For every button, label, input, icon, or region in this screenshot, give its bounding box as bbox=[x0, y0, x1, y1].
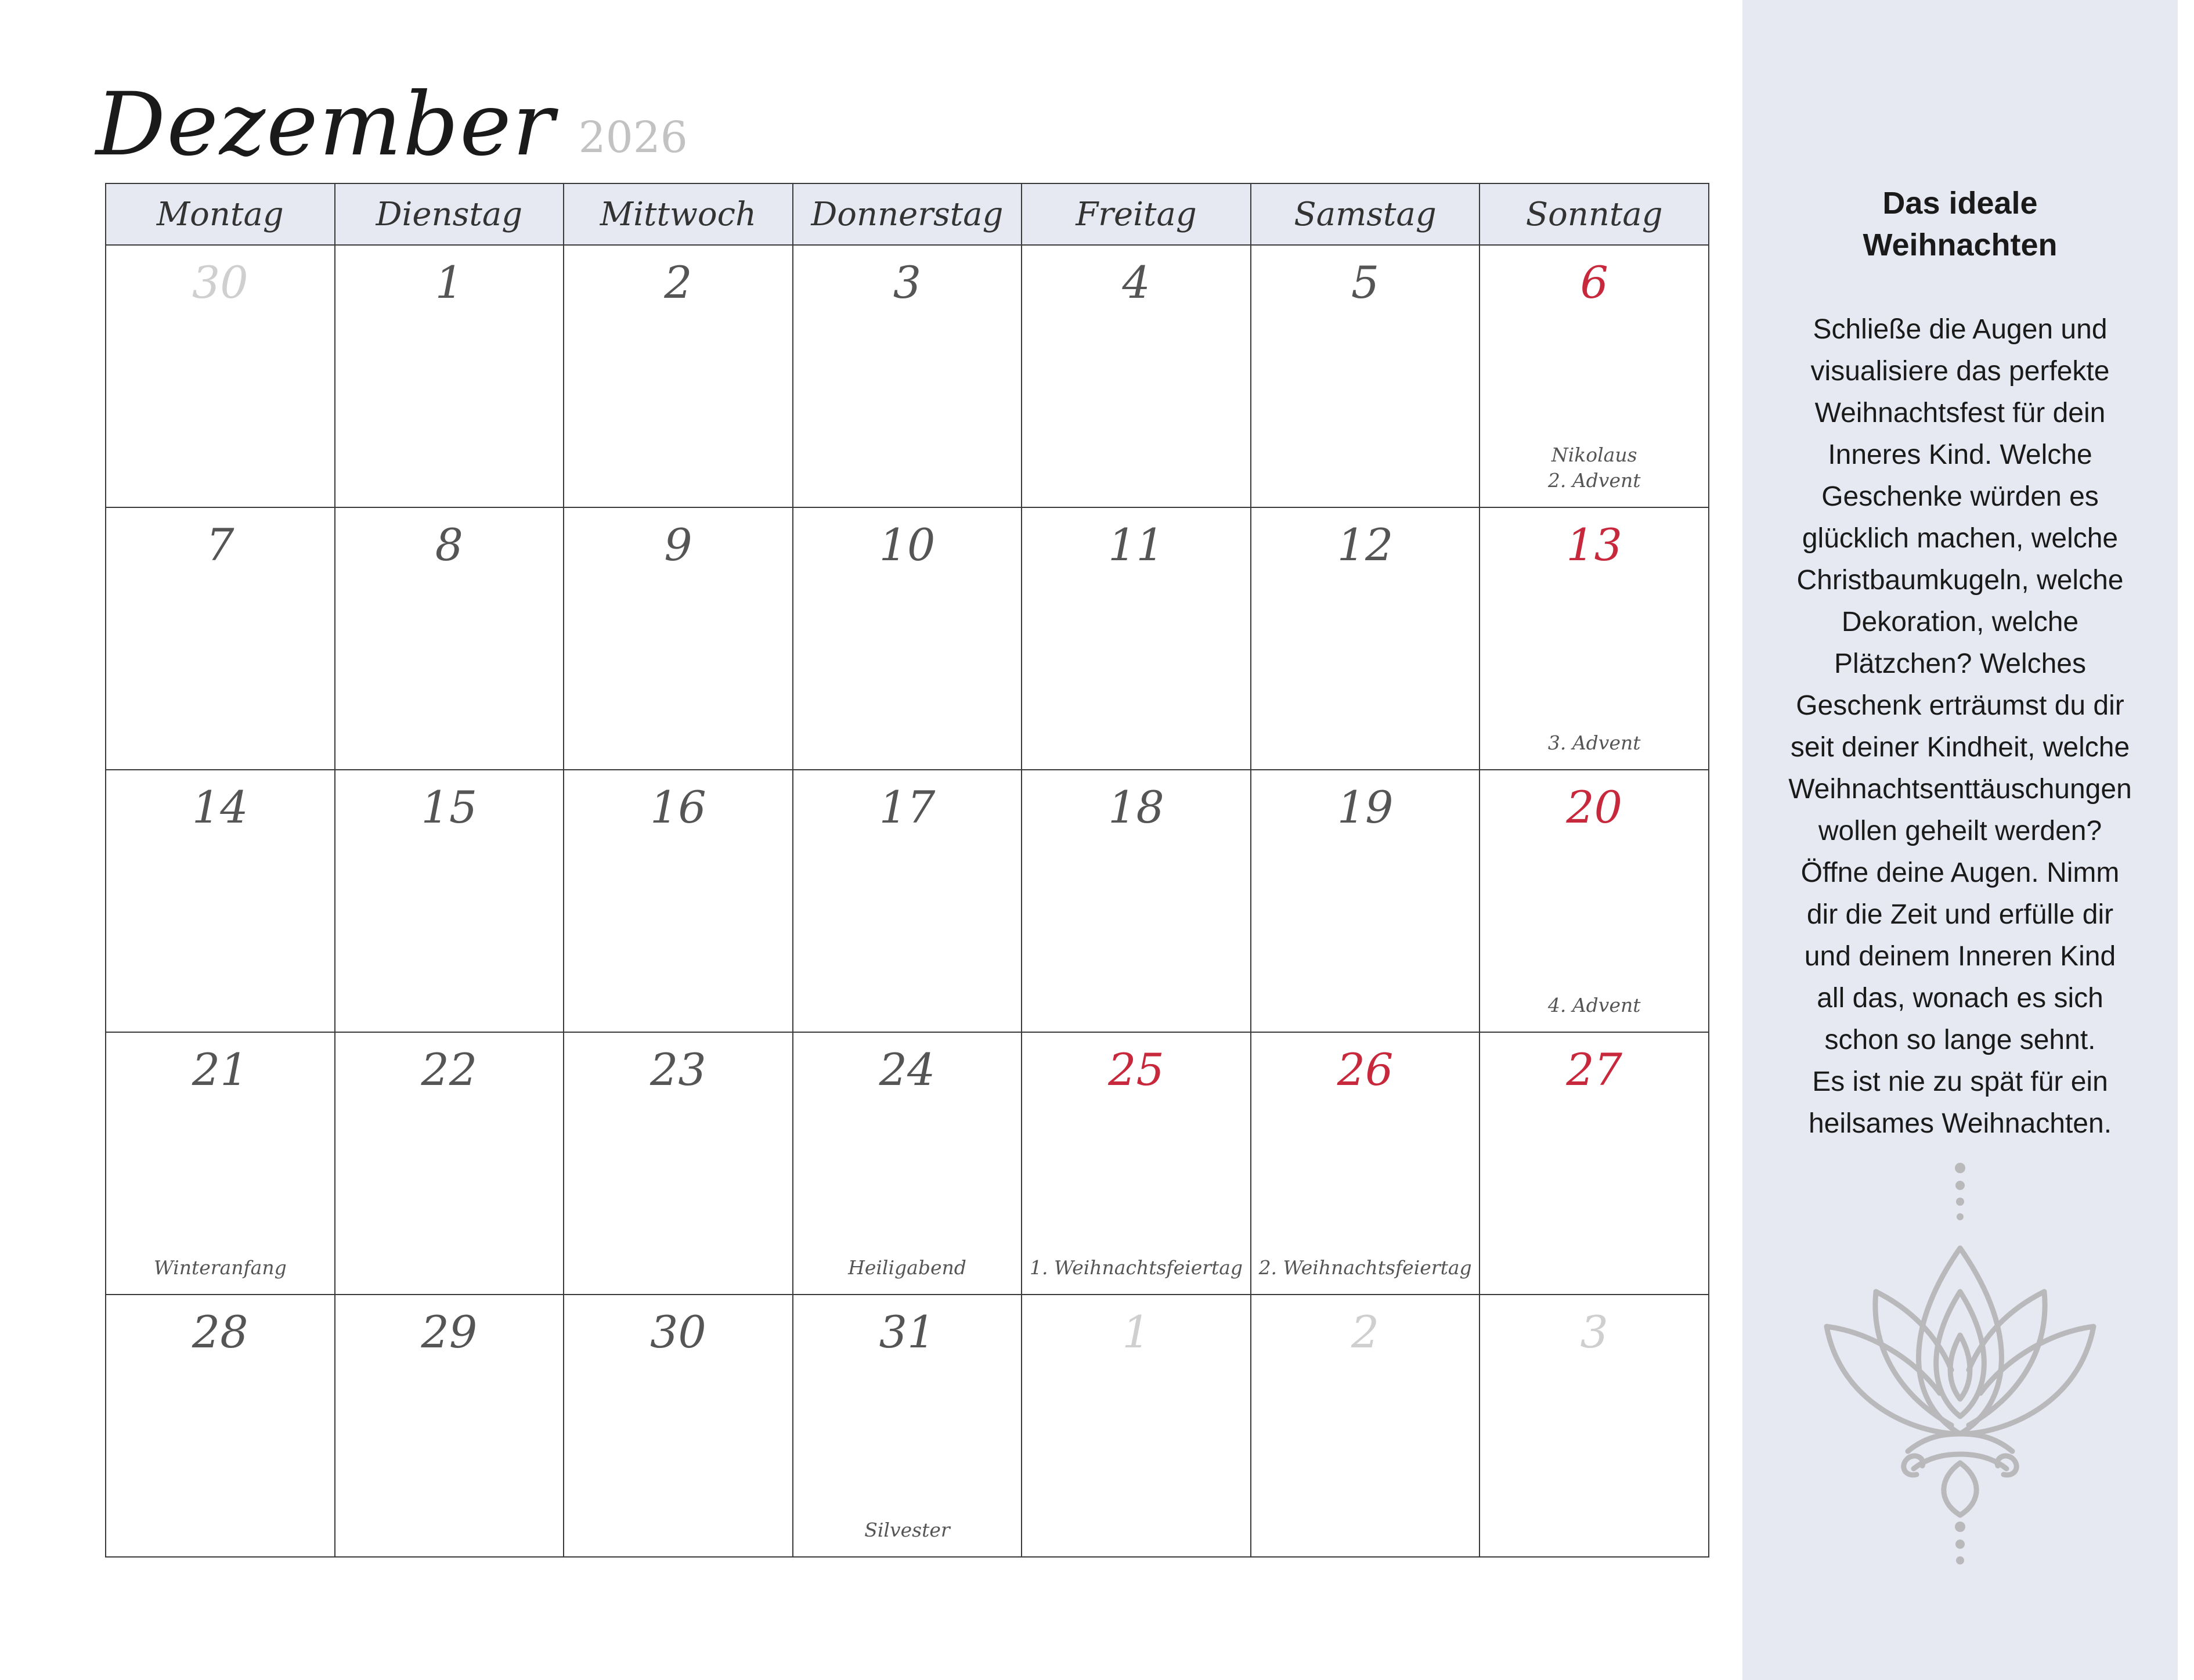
day-cell bbox=[106, 1032, 335, 1295]
week-row bbox=[106, 1032, 1709, 1295]
day-cell bbox=[1251, 245, 1480, 507]
day-number: 25 bbox=[1108, 1044, 1164, 1095]
weekday-saturday: Samstag bbox=[1251, 183, 1480, 245]
sidebar-text-line: und deinem Inneren Kind bbox=[1804, 941, 2116, 972]
day-cell bbox=[1022, 1032, 1251, 1295]
sidebar-text bbox=[1760, 309, 2160, 1145]
week-row bbox=[106, 770, 1709, 1032]
day-cell bbox=[793, 1032, 1022, 1295]
day-number: 31 bbox=[879, 1306, 936, 1358]
weekday-sunday: Sonntag bbox=[1479, 183, 1709, 245]
day-cell bbox=[1022, 507, 1251, 770]
day-cell bbox=[1479, 770, 1709, 1032]
day-number: 4 bbox=[1122, 257, 1150, 308]
day-cell bbox=[1251, 770, 1480, 1032]
day-cell bbox=[106, 245, 335, 507]
day-cell bbox=[564, 1295, 793, 1557]
day-number: 27 bbox=[1566, 1044, 1623, 1095]
day-number: 2 bbox=[664, 257, 692, 308]
weekday-header-row bbox=[106, 183, 1709, 245]
sidebar-text-line: Weihnachtsenttäuschungen bbox=[1788, 774, 2132, 805]
day-note: 3. Advent bbox=[1547, 731, 1641, 755]
sidebar-title bbox=[1742, 183, 2178, 266]
sidebar-text-line: heilsames Weihnachten. bbox=[1808, 1108, 2112, 1139]
day-cell bbox=[1022, 1295, 1251, 1557]
day-number: 12 bbox=[1337, 519, 1394, 571]
day-number: 1 bbox=[435, 257, 464, 308]
day-cell bbox=[1479, 507, 1709, 770]
sidebar-text-line: Weihnachtsfest für dein bbox=[1814, 398, 2106, 428]
day-cell bbox=[335, 245, 564, 507]
sidebar-text-line: Inneres Kind. Welche bbox=[1828, 439, 2092, 470]
day-number: 14 bbox=[192, 781, 248, 833]
day-number: 22 bbox=[421, 1044, 478, 1095]
sidebar-panel bbox=[1742, 0, 2178, 1680]
day-number: 10 bbox=[879, 519, 936, 571]
sidebar-text-line: Plätzchen? Welches bbox=[1834, 648, 2086, 679]
day-cell bbox=[335, 1295, 564, 1557]
day-cell bbox=[1022, 245, 1251, 507]
day-number: 28 bbox=[192, 1306, 248, 1358]
day-note: Winteranfang bbox=[153, 1256, 287, 1279]
day-number: 29 bbox=[421, 1306, 478, 1358]
day-number: 23 bbox=[650, 1044, 706, 1095]
weekday-thursday: Donnerstag bbox=[793, 183, 1022, 245]
day-cell bbox=[335, 1032, 564, 1295]
sidebar-title-line: Weihnachten bbox=[1863, 227, 2058, 262]
sidebar-text-line: visualisiere das perfekte bbox=[1810, 356, 2110, 387]
day-cell bbox=[335, 770, 564, 1032]
day-number: 2 bbox=[1351, 1306, 1380, 1358]
day-number: 9 bbox=[664, 519, 692, 571]
day-cell bbox=[564, 770, 793, 1032]
day-cell bbox=[106, 507, 335, 770]
week-row bbox=[106, 507, 1709, 770]
day-number: 7 bbox=[206, 519, 234, 571]
day-cell bbox=[335, 507, 564, 770]
day-cell bbox=[564, 1032, 793, 1295]
sidebar-text-line: Christbaumkugeln, welche bbox=[1796, 565, 2124, 596]
day-number: 20 bbox=[1566, 781, 1623, 833]
day-cell bbox=[1479, 245, 1709, 507]
lotus-icon bbox=[1806, 1161, 2114, 1567]
sidebar-text-line: Es ist nie zu spät für ein bbox=[1812, 1066, 2108, 1097]
sidebar-text-line: all das, wonach es sich bbox=[1817, 983, 2103, 1014]
day-cell bbox=[1251, 1032, 1480, 1295]
calendar-body bbox=[106, 245, 1709, 1557]
day-note: Silvester bbox=[864, 1519, 950, 1542]
day-cell bbox=[1479, 1032, 1709, 1295]
day-number: 6 bbox=[1580, 257, 1608, 308]
day-number: 5 bbox=[1351, 257, 1380, 308]
day-cell bbox=[793, 1295, 1022, 1557]
day-number: 19 bbox=[1337, 781, 1394, 833]
sidebar-text-line: glücklich machen, welche bbox=[1802, 523, 2119, 554]
day-number: 8 bbox=[435, 519, 464, 571]
day-number: 18 bbox=[1108, 781, 1164, 833]
day-note: 1. Weihnachtsfeiertag bbox=[1030, 1256, 1243, 1279]
day-number: 1 bbox=[1122, 1306, 1150, 1358]
day-number: 3 bbox=[1580, 1306, 1608, 1358]
year-label: 2026 bbox=[578, 113, 688, 163]
sidebar-title-line: Das ideale bbox=[1882, 186, 2038, 221]
sidebar-text-line: Öffne deine Augen. Nimm bbox=[1800, 857, 2120, 888]
day-number: 11 bbox=[1108, 519, 1164, 571]
day-cell bbox=[1251, 507, 1480, 770]
day-cell bbox=[793, 245, 1022, 507]
day-number: 13 bbox=[1566, 519, 1623, 571]
sidebar-text-line: schon so lange sehnt. bbox=[1824, 1025, 2096, 1055]
weekday-wednesday: Mittwoch bbox=[564, 183, 793, 245]
day-number: 17 bbox=[879, 781, 936, 833]
day-cell bbox=[793, 770, 1022, 1032]
sidebar-text-line: Geschenke würden es bbox=[1821, 481, 2099, 512]
day-note: Nikolaus 2. Advent bbox=[1547, 443, 1641, 492]
day-cell bbox=[106, 770, 335, 1032]
week-row bbox=[106, 245, 1709, 507]
day-note: Heiligabend bbox=[848, 1256, 966, 1279]
day-number: 15 bbox=[421, 781, 478, 833]
day-number: 24 bbox=[879, 1044, 936, 1095]
day-cell bbox=[106, 1295, 335, 1557]
sidebar-text-line: seit deiner Kindheit, welche bbox=[1790, 732, 2130, 763]
weekday-tuesday: Dienstag bbox=[335, 183, 564, 245]
day-cell bbox=[564, 245, 793, 507]
sidebar-text-line: dir die Zeit und erfülle dir bbox=[1806, 899, 2114, 930]
day-note: 4. Advent bbox=[1547, 994, 1641, 1017]
week-row bbox=[106, 1295, 1709, 1557]
day-cell bbox=[1251, 1295, 1480, 1557]
day-number: 3 bbox=[893, 257, 922, 308]
month-title: Dezember bbox=[96, 74, 555, 175]
day-number: 21 bbox=[192, 1044, 248, 1095]
day-number: 30 bbox=[650, 1306, 706, 1358]
sidebar-text-line: Geschenk erträumst du dir bbox=[1796, 690, 2124, 721]
day-cell bbox=[793, 507, 1022, 770]
calendar-grid bbox=[105, 183, 1709, 1558]
weekday-friday: Freitag bbox=[1022, 183, 1251, 245]
sidebar-text-line: Schließe die Augen und bbox=[1813, 314, 2108, 345]
day-cell bbox=[1022, 770, 1251, 1032]
sidebar-text-line: wollen geheilt werden? bbox=[1818, 816, 2102, 846]
day-number: 26 bbox=[1337, 1044, 1394, 1095]
day-cell bbox=[1479, 1295, 1709, 1557]
day-note: 2. Weihnachtsfeiertag bbox=[1258, 1256, 1472, 1279]
day-number: 30 bbox=[192, 257, 248, 308]
sidebar-text-line: Dekoration, welche bbox=[1841, 607, 2079, 637]
weekday-monday: Montag bbox=[106, 183, 335, 245]
day-cell bbox=[564, 507, 793, 770]
page-header bbox=[96, 52, 688, 175]
day-number: 16 bbox=[650, 781, 706, 833]
